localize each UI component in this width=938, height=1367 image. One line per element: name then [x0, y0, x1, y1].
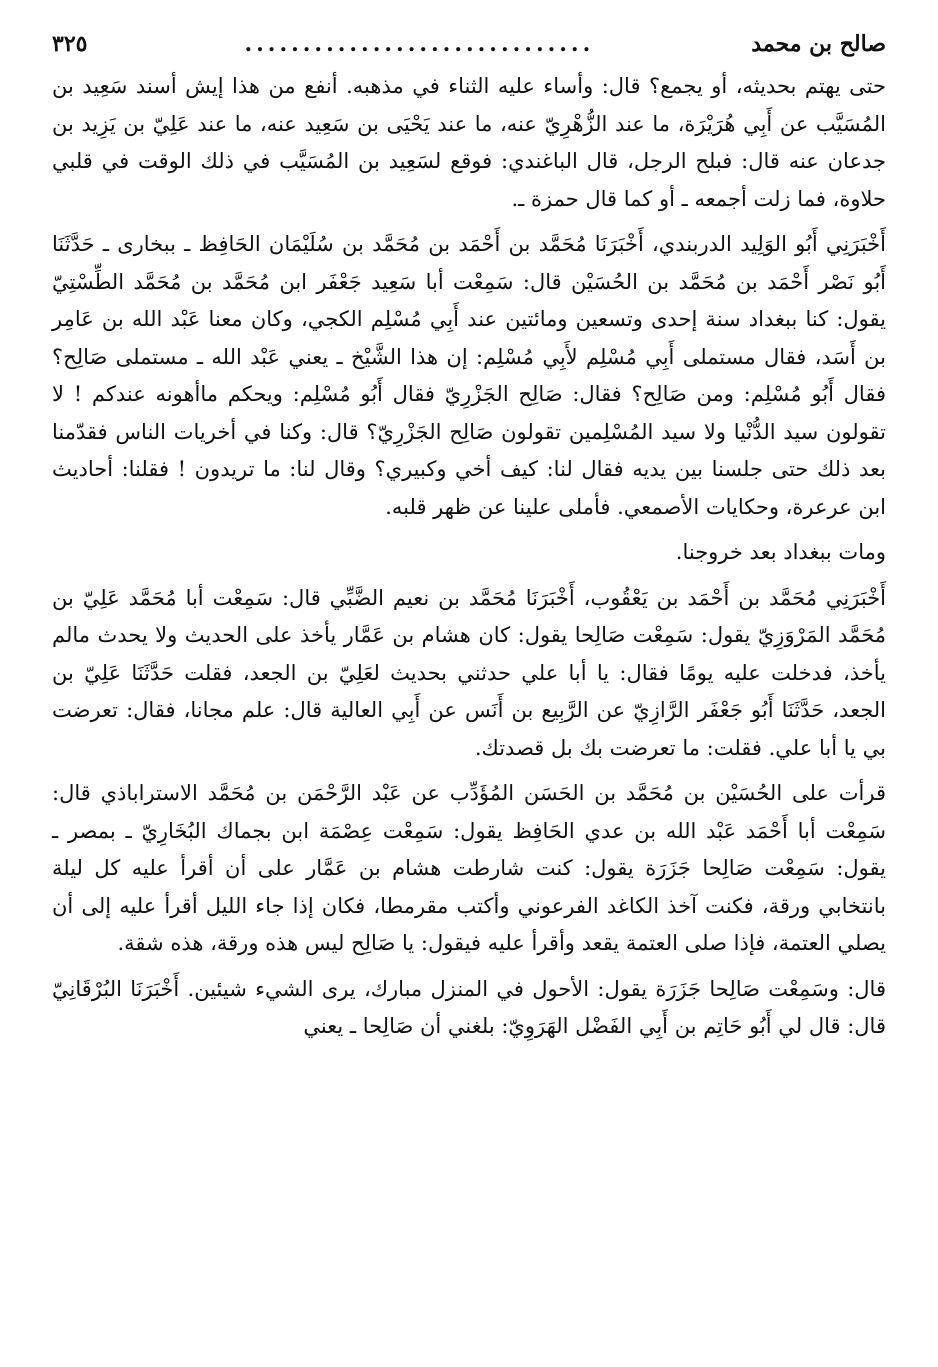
paragraph-1: حتى يهتم بحديثه، أو يجمع؟ قال: وأساء عليه الثناء في مذهبه. أنفع من هذا إيش أسند سَعِيد بن المُسَيَّب عن أَبِي هُرَيْرَة، ما عند الزُّهْرِيّ عنه، ما عند يَحْيَى بن سَعِيد عنه، ما عند عَلِيّ بن يَزِيد بن جدعان عنه قال: فبلح الرجل، قال الباغندي: فوقع لسَعِيد بن المُسَيَّب في ذلك الوقت في قلبي حلاوة، فما زلت أجمعه ـ أو كما قال حمزة ـ. [52, 74, 886, 211]
paragraph-4: أَخْبَرَنِي مُحَمَّد بن أَحْمَد بن يَعْقُوب، أَخْبَرَنَا مُحَمَّد بن نعيم الضَّبِّي قال: سَمِعْت أبا مُحَمَّد عَلِيّ بن مُحَمَّد المَرْوَزِيّ يقول: سَمِعْت صَالِحا يقول: كان هشام بن عَمَّار يأخذ على الحديث ولا يحدث مالم يأخذ، فدخلت عليه يومًا فقال: يا أبا علي حدثني بحديث لعَلِيّ بن الجعد، فقلت حَدَّثَنَا عَلِيّ بن الجعد، حَدَّثَنَا أَبُو جَعْفَر الرَّازِيّ عن الرَّبِيع بن أَنَس عن أَبِي العالية قال: علم مجانا، فقال: تعرضت بي يا أبا علي. فقلت: ما تعرضت بك بل قصدتك. [52, 585, 886, 760]
paragraph-2: أَخْبَرَنِي أَبُو الوَلِيد الدربندي، أَخْبَرَنَا مُحَمَّد بن أَحْمَد بن مُحَمَّد بن سُلَيْمَان الحَافِظ ـ ببخارى ـ حَدَّثَنَا أَبُو نَصْر أَحْمَد بن مُحَمَّد بن الحُسَيْن قال: سَمِعْت أبا سَعِيد جَعْفَر ابن مُحَمَّد بن مُحَمَّد الطِّسْتِيّ يقول: كنا ببغداد سنة إحدى وتسعين ومائتين عند أَبِي مُسْلِم الكجي، وكان معنا عَبْد الله بن عَامِر بن أَسَد، فقال مستملى أَبِي مُسْلِم لأَبِي مُسْلِم: إن هذا الشَّيْخ ـ يعني عَبْد الله ـ مستملى صَالِح؟ فقال أَبُو مُسْلِم: ومن صَالِح؟ فقال: صَالِح الجَزْرِيّ فقال أَبُو مُسْلِم: ويحكم ماأهونه عندكم ! لا تقولون سيد الدُّنْيا ولا سيد المُسْلِمين تقولون صَالِح الجَزْرِيّ؟ قال: وكنا في أخريات الناس فقدّمنا بعد ذلك حتى جلسنا بين يديه فقال لنا: كيف أخي وكبيري؟ وقال لنا: ما تريدون ! فقلنا: أحاديث ابن عرعرة، وحكايات الأصمعي. فأملى علينا عن ظهر قلبه. [52, 232, 886, 519]
running-header [52, 28, 886, 68]
paragraph-5: قرأت على الحُسَيْن بن مُحَمَّد بن الحَسَن المُؤَدِّب عن عَبْد الرَّحْمَن بن مُحَمَّد الاستراباذي قال: سَمِعْت أبا أَحْمَد عَبْد الله بن عدي الحَافِظ يقول: سَمِعْت عِصْمَة ابن بجماك البُخَارِيّ ـ بمصر ـ يقول: سَمِعْت صَالِحا جَزَرَة يقول: كنت شارطت هشام بن عَمَّار على أن أقرأ عليه كل ليلة بانتخابي ورقة، فكنت آخذ الكاغد الفرعوني وأكتب مقرمطا، فكان إذا جاء الليل أقرأ عليه إلى أن يصلي العتمة، فإذا صلى العتمة يقعد وأقرأ عليه فيقول: يا صَالِح ليس هذه ورقة، هذه شقة. [52, 781, 886, 955]
chapter-title: صالح بن محمد [751, 31, 886, 57]
body-text [52, 68, 886, 1046]
paragraph-6: قال: وسَمِعْت صَالِحا جَزَرَة يقول: الأحول في المنزل مبارك، يرى الشيء شيئين. أَخْبَرَنَا البُرْقَانِيّ قال: قال لي أَبُو حَاتِم بن أَبِي الفَضْل الهَرَوِيّ: بلغني أن صَالِحا ـ يعني [52, 976, 886, 1038]
page-number: ٣٢٥ [52, 31, 88, 57]
paragraph-3: ومات ببغداد بعد خروجنا. [675, 540, 886, 564]
leader-dots: .............................. [244, 31, 595, 57]
